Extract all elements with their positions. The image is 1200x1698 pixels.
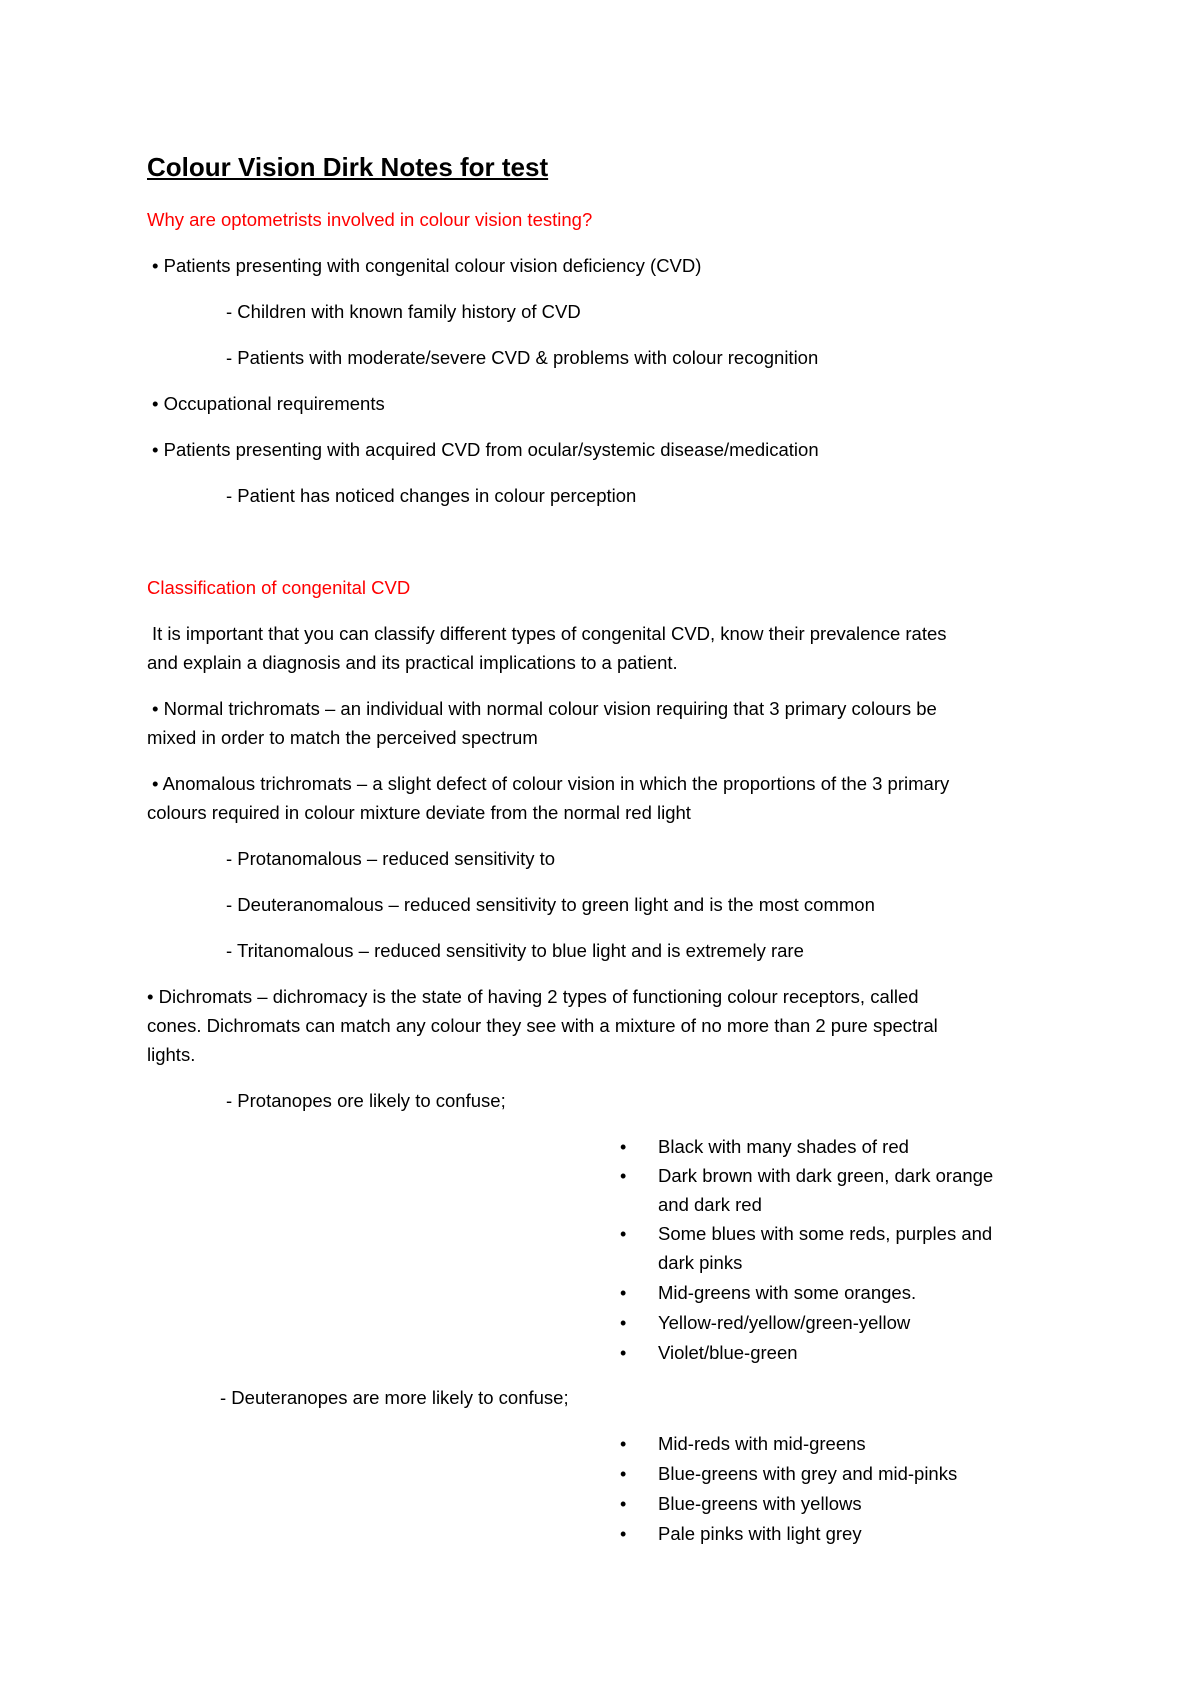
sub-item-moderate-severe: - Patients with moderate/severe CVD & problems with colour recognition (226, 347, 819, 368)
bullet-occupational: • Occupational requirements (152, 393, 385, 414)
list-item-continuation: and dark red (658, 1194, 762, 1215)
list-bullet: • (620, 1137, 627, 1157)
list-bullet: • (620, 1434, 627, 1454)
anomalous-trichromats-line-1: • Anomalous trichromats – a slight defect of colour vision in which the proportions of the 3 primary (152, 773, 950, 794)
bullet-congenital: • Patients presenting with congenital colour vision deficiency (CVD) (152, 255, 702, 276)
page-title: Colour Vision Dirk Notes for test (147, 152, 549, 182)
sub-item-protanopes: - Protanopes ore likely to confuse; (226, 1090, 506, 1111)
normal-trichromats-line-2: mixed in order to match the perceived spectrum (147, 727, 538, 748)
list-item: Mid-greens with some oranges. (658, 1282, 917, 1303)
normal-trichromats-line-1: • Normal trichromats – an individual with normal colour vision requiring that 3 primary colours be (152, 698, 937, 719)
sub-item-noticed-changes: - Patient has noticed changes in colour perception (226, 485, 637, 506)
intro-line-2: and explain a diagnosis and its practical implications to a patient. (147, 652, 678, 673)
bullet-acquired: • Patients presenting with acquired CVD from ocular/systemic disease/medication (152, 439, 819, 460)
sub-item-protanomalous: - Protanomalous – reduced sensitivity to (226, 848, 556, 869)
sub-item-family-history: - Children with known family history of CVD (226, 301, 581, 322)
list-item: Violet/blue-green (658, 1342, 798, 1363)
sub-item-deuteranopes: - Deuteranopes are more likely to confuse; (220, 1387, 569, 1408)
list-bullet: • (620, 1166, 627, 1186)
list-bullet: • (620, 1494, 627, 1514)
sub-item-deuteranomalous: - Deuteranomalous – reduced sensitivity to green light and is the most common (226, 894, 875, 915)
list-item: Pale pinks with light grey (658, 1523, 862, 1544)
sub-item-tritanomalous: - Tritanomalous – reduced sensitivity to blue light and is extremely rare (226, 940, 804, 961)
dichromats-line-2: cones. Dichromats can match any colour they see with a mixture of no more than 2 pure spectral (147, 1015, 938, 1036)
list-item: Blue-greens with grey and mid-pinks (658, 1463, 958, 1484)
section-heading-why: Why are optometrists involved in colour vision testing? (147, 209, 593, 230)
dichromats-line-3: lights. (147, 1044, 196, 1065)
section-heading-classification: Classification of congenital CVD (147, 577, 411, 598)
list-bullet: • (620, 1313, 627, 1333)
list-item: Mid-reds with mid-greens (658, 1433, 866, 1454)
list-bullet: • (620, 1224, 627, 1244)
list-item: Blue-greens with yellows (658, 1493, 862, 1514)
anomalous-trichromats-line-2: colours required in colour mixture deviate from the normal red light (147, 802, 691, 823)
list-item: Dark brown with dark green, dark orange (658, 1165, 994, 1186)
list-bullet: • (620, 1343, 627, 1363)
intro-line-1: It is important that you can classify different types of congenital CVD, know their prevalence rates (152, 623, 947, 644)
list-item: Black with many shades of red (658, 1136, 909, 1157)
list-bullet: • (620, 1524, 627, 1544)
list-item: Some blues with some reds, purples and (658, 1223, 993, 1244)
list-bullet: • (620, 1464, 627, 1484)
list-item-continuation: dark pinks (658, 1252, 743, 1273)
list-bullet: • (620, 1283, 627, 1303)
list-item: Yellow-red/yellow/green-yellow (658, 1312, 911, 1333)
dichromats-line-1: • Dichromats – dichromacy is the state of having 2 types of functioning colour receptors, called (147, 986, 919, 1007)
